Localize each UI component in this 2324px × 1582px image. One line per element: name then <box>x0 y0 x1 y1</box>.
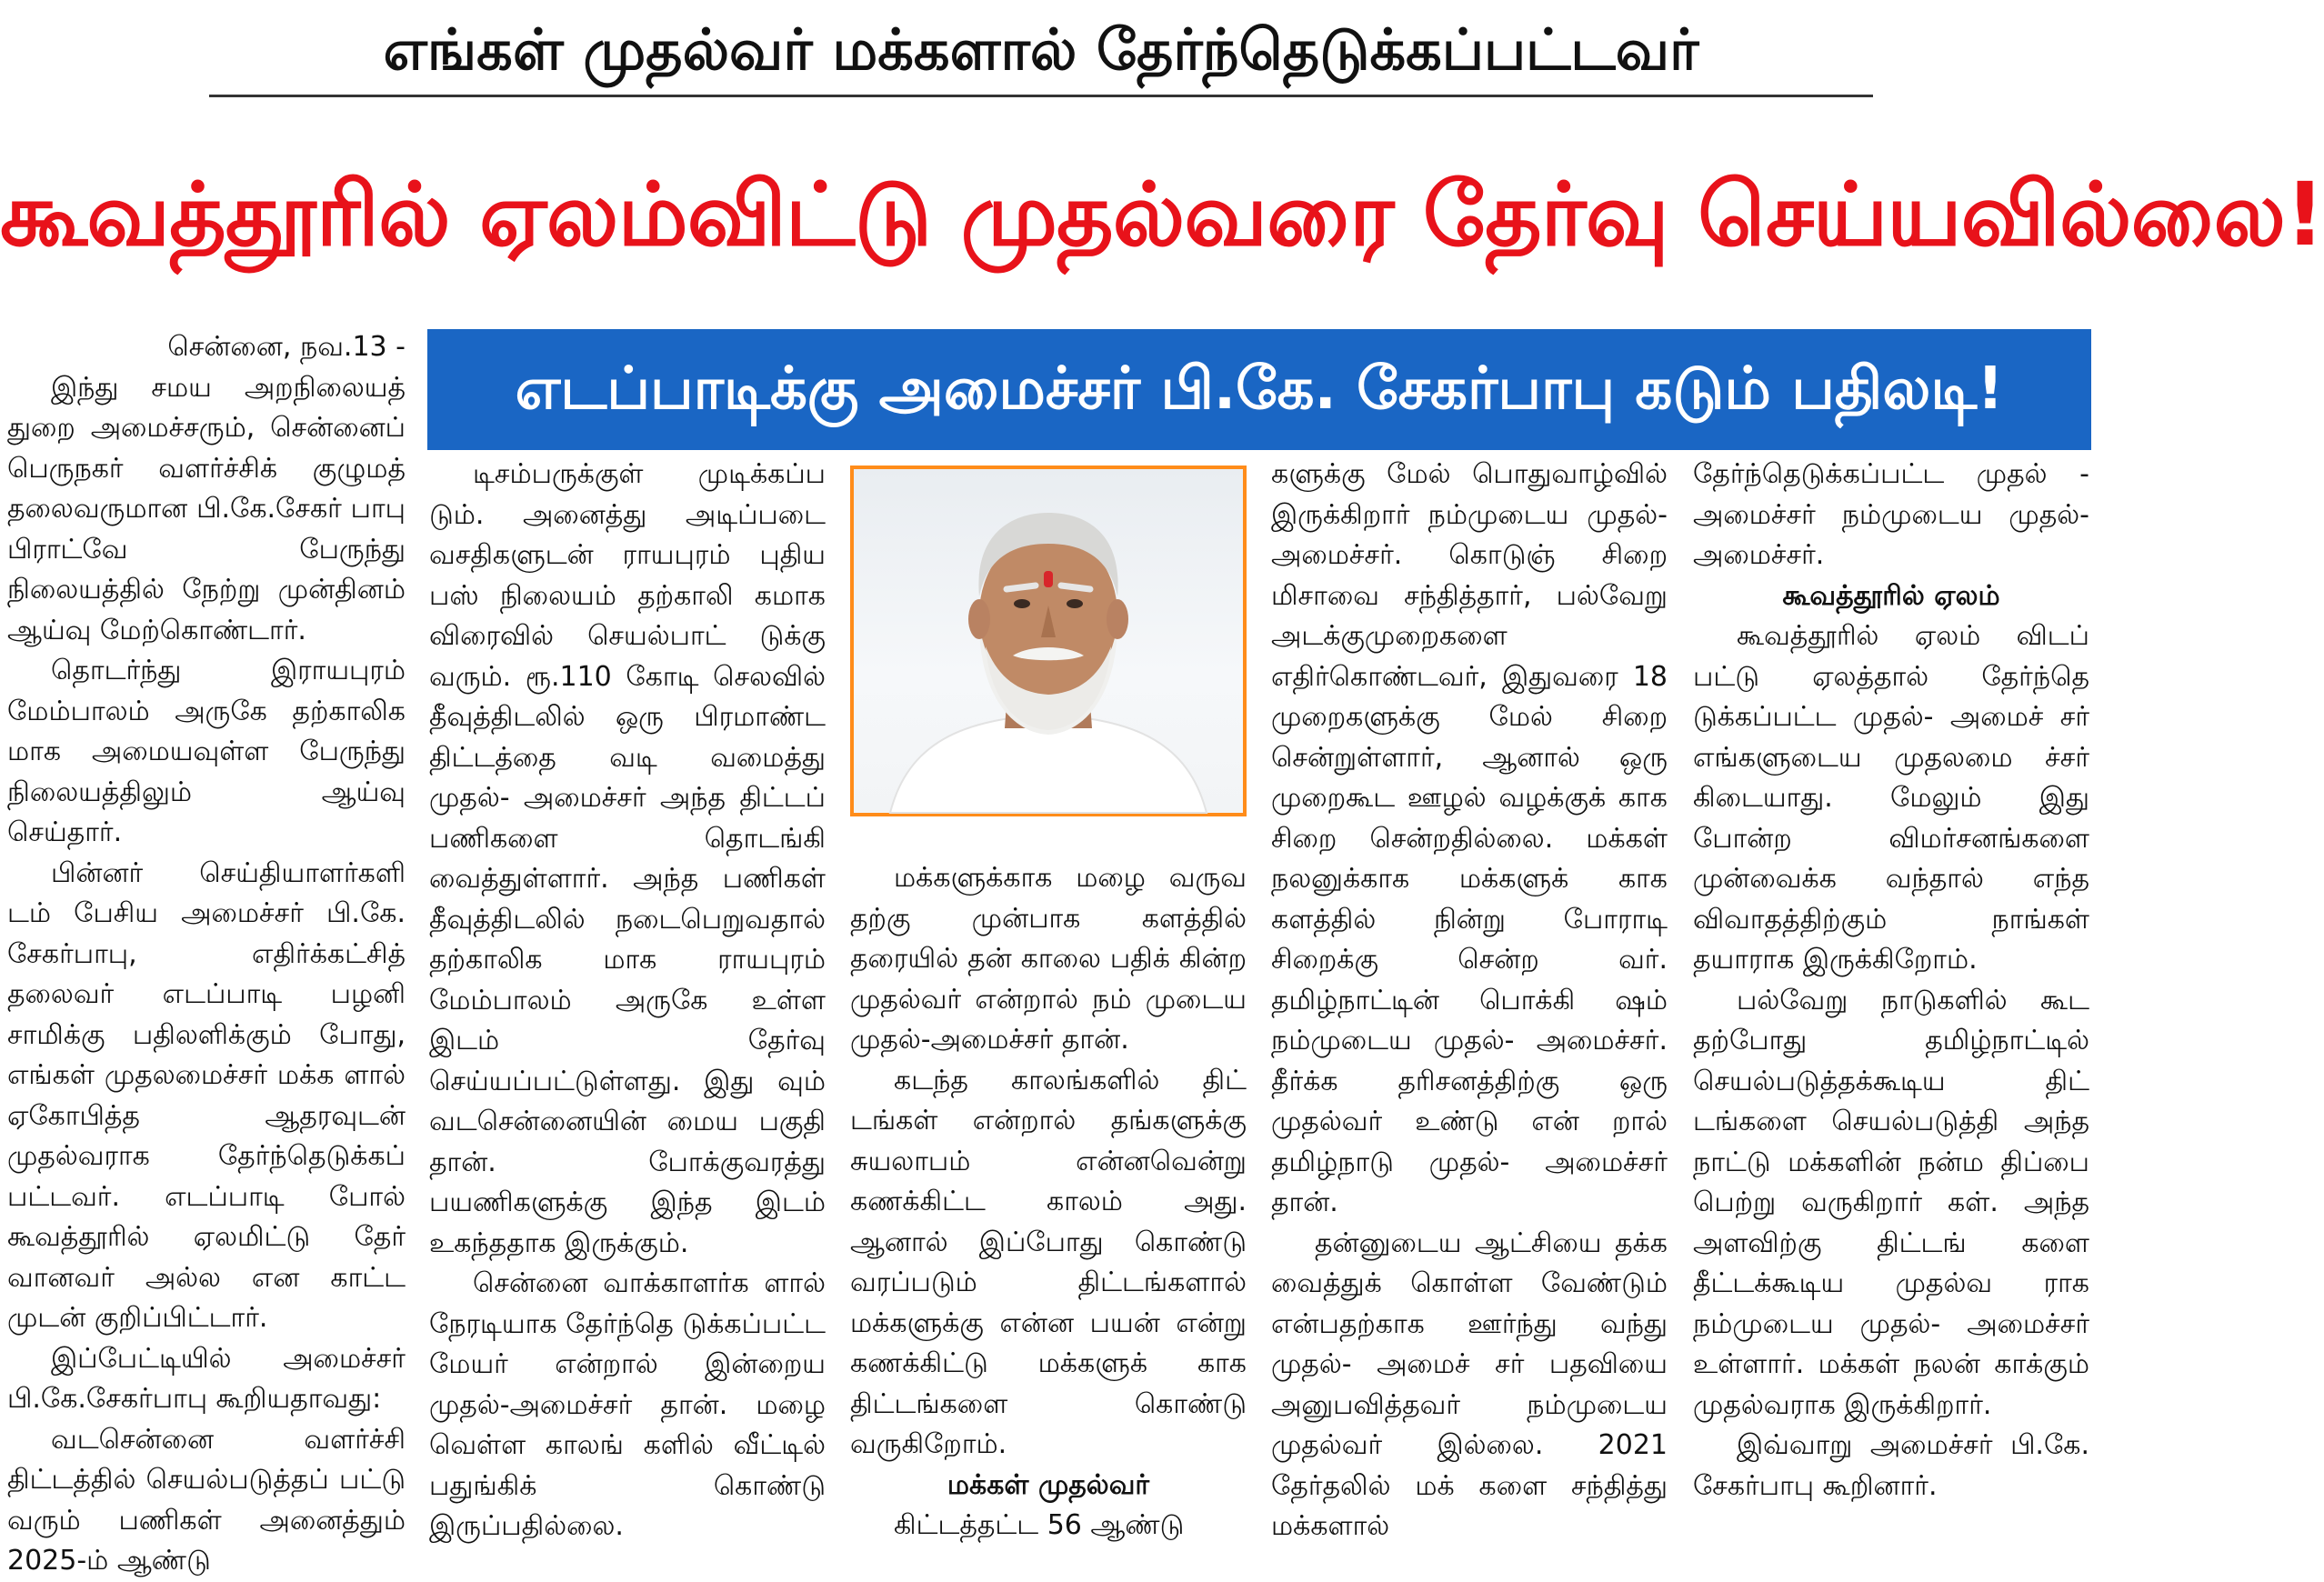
paragraph: சென்னை வாக்காளர்க ளால் நேரடியாக தேர்ந்தெ டுக்கப்பட்ட மேயர் என்றால் இன்றைய முதல்-அமைச்சர் தான். மழை வெள்ள காலங் களில் வீட்டில் பதுங்கிக் கொண்டு இருப்பதில்லை. <box>429 1267 826 1542</box>
article-column-2 <box>429 455 826 1542</box>
paragraph: இவ்வாறு அமைச்சர் பி.கே. சேகர்பாபு கூறினார். <box>1693 1429 2089 1502</box>
section-subhead: கூவத்தூரில் ஏலம் <box>1782 579 2000 612</box>
paragraph: களுக்கு மேல் பொதுவாழ்வில் இருக்கிறார் நம்முடைய முதல்-அமைச்சர். கொடுஞ் சிறை மிசாவை சந்தித்தார், பல்வேறு அடக்குமுறைகளை எதிர்கொண்டவர், இதுவரை 18 முறைகளுக்கு மேல் சிறை சென்றுள்ளார், ஆனால் ஒரு முறைகூட ஊழல் வழக்குக் காக சிறை சென்றதில்லை. மக்கள் நலனுக்காக மக்களுக் காக களத்தில் நின்று போராடி சிறைக்கு சென்ற வர். தமிழ்நாட்டின் பொக்கி ஷம் நம்முடைய முதல்- அமைச்சர். தீர்க்க தரிசனத்திற்கு ஒரு முதல்வர் உண்டு என் றால் தமிழ்நாடு முதல்- அமைச்சர் தான். <box>1271 458 1668 1218</box>
section-subhead: மக்கள் முதல்வர் <box>947 1468 1150 1501</box>
main-headline: கூவத்தூரில் ஏலம்விட்டு முதல்வரை தேர்வு செய்யவில்லை! <box>0 164 2324 265</box>
paragraph: தொடர்ந்து இராயபுரம் மேம்பாலம் அருகே தற்காலிக மாக அமையவுள்ள பேருந்து நிலையத்திலும் ஆய்வு செய்தார். <box>7 655 406 848</box>
paragraph: கிட்டத்தட்ட 56 ஆண்டு <box>894 1509 1185 1541</box>
paragraph: இப்பேட்டியில் அமைச்சர் பி.கே.சேகர்பாபு கூறியதாவது: <box>7 1342 406 1415</box>
portrait-illustration <box>854 469 1243 813</box>
paragraph: கடந்த காலங்களில் திட் டங்கள் என்றால் தங்களுக்கு சுயலாபம் என்னவென்று கணக்கிட்ட காலம் அது. ஆனால் இப்போது கொண்டு வரப்படும் திட்டங்களால் மக்களுக்கு என்ன பயன் என்று கணக்கிட்டு மக்களுக் காக திட்டங்களை கொண்டு வருகிறோம். <box>850 1064 1247 1460</box>
article-column-3 <box>850 858 1247 1541</box>
article-column-4 <box>1271 455 1668 1542</box>
article-column-5 <box>1693 455 2089 1502</box>
paragraph: மக்களுக்காக மழை வருவ தற்கு முன்பாக களத்தில் தரையில் தன் காலை பதிக் கின்ற முதல்வர் என்றால் நம் முடைய முதல்-அமைச்சர் தான். <box>850 862 1247 1056</box>
paragraph: பின்னர் செய்தியாளர்களி டம் பேசிய அமைச்சர் பி.கே. சேகர்பாபு, எதிர்க்கட்சித் தலைவர் எடப்பாடி பழனி சாமிக்கு பதிலளிக்கும் போது, எங்கள் முதலமைச்சர் மக்க ளால் ஏகோபித்த ஆதரவுடன் முதல்வராக தேர்ந்தெடுக்கப் பட்டவர். எடப்பாடி போல் கூவத்தூரில் ஏலமிட்டு தேர் வானவர் அல்ல என காட்ட முடன் குறிப்பிட்டார். <box>7 856 406 1334</box>
minister-photo <box>850 466 1247 816</box>
paragraph: கூவத்தூரில் ஏலம் விடப் பட்டு ஏலத்தால் தேர்ந்தெ டுக்கப்பட்ட முதல்- அமைச் சர் எங்களுடைய முதலமை ச்சர் கிடையாது. மேலும் இது போன்ற விமர்சனங்களை முன்வைக்க வந்தால் எந்த விவாதத்திற்கும் நாங்கள் தயாராக இருக்கிறோம். <box>1693 620 2089 976</box>
kicker-heading: எங்கள் முதல்வர் மக்களால் தேர்ந்தெடுக்கப்பட்டவர் <box>209 5 1873 97</box>
paragraph: இந்து சமய அறநிலையத் துறை அமைச்சரும், சென்னைப் பெருநகர் வளர்ச்சிக் குழுமத் தலைவருமான பி.கே.சேகர் பாபு பிராட்வே பேருந்து நிலையத்தில் நேற்று முன்தினம் ஆய்வு மேற்கொண்டார். <box>7 371 406 646</box>
paragraph: வடசென்னை வளர்ச்சி திட்டத்தில் செயல்படுத்தப் பட்டு வரும் பணிகள் அனைத்தும் 2025-ம் ஆண்டு <box>7 1423 406 1577</box>
paragraph: தேர்ந்தெடுக்கப்பட்ட முதல் - அமைச்சர் நம்முடைய முதல்-அமைச்சர். <box>1693 458 2089 571</box>
subheadline-banner: எடப்பாடிக்கு அமைச்சர் பி.கே. சேகர்பாபு கடும் பதிலடி! <box>427 329 2091 450</box>
paragraph: தன்னுடைய ஆட்சியை தக்க வைத்துக் கொள்ள வேண்டும் என்பதற்காக ஊர்ந்து வந்து முதல்- அமைச் சர் பதவியை அனுபவித்தவர் நம்முடைய முதல்வர் இல்லை. 2021 தேர்தலில் மக் களை சந்தித்து மக்களால் <box>1271 1227 1668 1542</box>
paragraph: பல்வேறு நாடுகளில் கூட தற்போது தமிழ்நாட்டில் செயல்படுத்தக்கூடிய திட் டங்களை செயல்படுத்தி அந்த நாட்டு மக்களின் நன்ம திப்பை பெற்று வருகிறார் கள். அந்த அளவிற்கு திட்டங் களை தீட்டக்கூடிய முதல்வ ராக நம்முடைய முதல்- அமைச்சர் உள்ளார். மக்கள் நலன் காக்கும் முதல்வராக இருக்கிறார். <box>1693 984 2089 1421</box>
paragraph: டிசம்பருக்குள் முடிக்கப்ப டும். அனைத்து அடிப்படை வசதிகளுடன் ராயபுரம் புதிய பஸ் நிலையம் தற்காலி கமாக விரைவில் செயல்பாட் டுக்கு வரும். ரூ.110 கோடி செலவில் தீவுத்திடலில் ஒரு பிரமாண்ட திட்டத்தை வடி வமைத்து முதல்- அமைச்சர் அந்த திட்டப் பணிகளை தொடங்கி வைத்துள்ளார். அந்த பணிகள் தீவுத்திடலில் நடைபெறுவதால் தற்காலிக மாக ராயபுரம் மேம்பாலம் அருகே உள்ள இடம் தேர்வு செய்யப்பட்டுள்ளது. இது வும் வடசென்னையின் மைய பகுதி தான். போக்குவரத்து பயணிகளுக்கு இந்த இடம் உகந்ததாக இருக்கும். <box>429 458 826 1259</box>
article-column-1 <box>7 327 406 1577</box>
dateline: சென்னை, நவ.13 - <box>167 331 406 363</box>
